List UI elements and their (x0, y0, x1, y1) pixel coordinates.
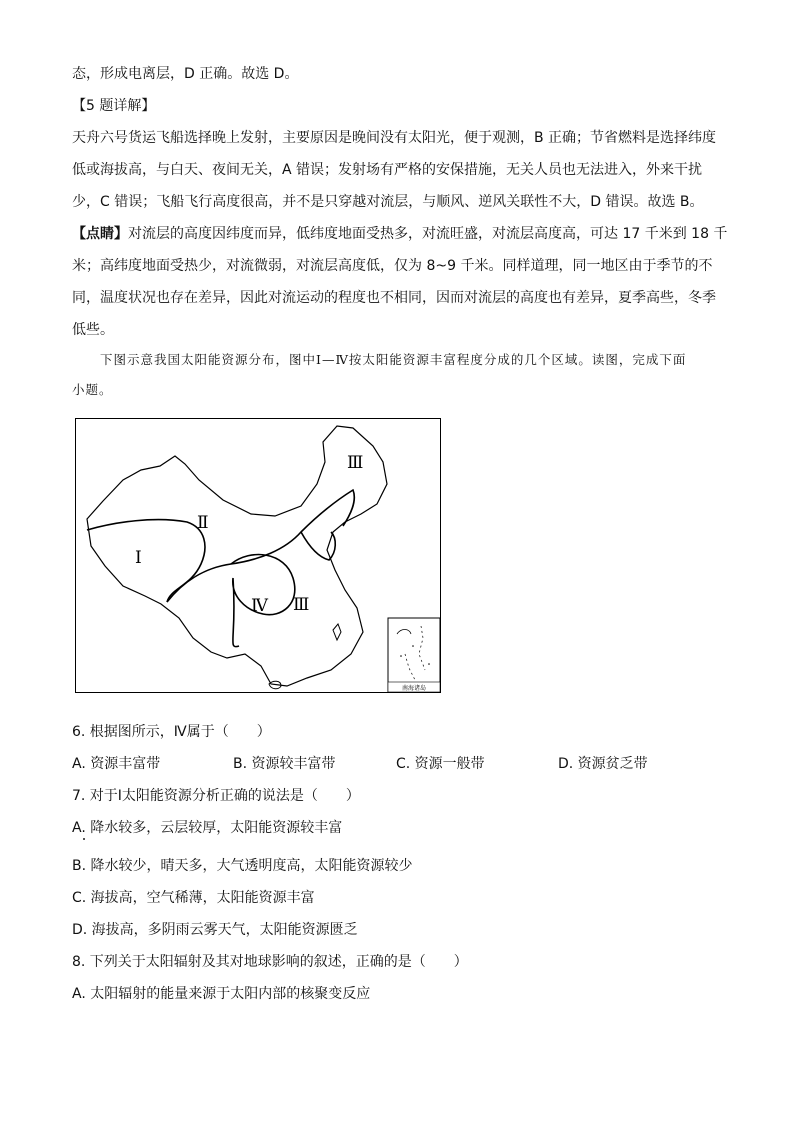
text-line (72, 224, 727, 244)
region-label-III-s: Ⅲ (293, 595, 310, 615)
text-line: 低些。 (72, 322, 114, 338)
dianjing-label: 【点睛】 (72, 226, 128, 242)
intro-text: 小题。 (72, 382, 113, 397)
region-label-II: Ⅱ (197, 513, 209, 533)
q6-option-d[interactable]: D. 资源贫乏带 (558, 756, 648, 772)
section-heading: 【5 题详解】 (72, 98, 156, 114)
text-line: 低或海拔高，与白天、夜间无关，A 错误；发射场有严格的安保措施，无关人员也无法进入，外来干扰 (72, 162, 703, 178)
question-6-stem: 6. 根据图所示，Ⅳ属于（ ） (72, 724, 271, 740)
q6-option-a[interactable]: A. 资源丰富带 (72, 756, 161, 772)
inset-caption: 南海诸岛 (401, 685, 427, 692)
q7-option-c[interactable]: C. 海拔高，空气稀薄，太阳能资源丰富 (72, 890, 315, 906)
text-line: 天舟六号货运飞船选择晚上发射，主要原因是晚间没有太阳光，便于观测，B 正确；节省燃料是选择纬度 (72, 130, 717, 146)
question-7-stem: 7. 对于Ⅰ太阳能资源分析正确的说法是（ ） (72, 788, 360, 804)
text-line: 态，形成电离层，D 正确。故选 D。 (72, 66, 299, 82)
q8-option-a[interactable]: A. 太阳辐射的能量来源于太阳内部的核聚变反应 (72, 986, 371, 1002)
china-solar-map (75, 418, 441, 693)
region-label-III-ne: Ⅲ (347, 453, 364, 473)
text-line: 少，C 错误；飞船飞行高度很高，并不是只穿越对流层，与顺风、逆风关联性不大，D 错误。故选 B。 (72, 194, 704, 210)
text-line: 同，温度状况也存在差异，因此对流运动的程度也不相同，因而对流层的高度也有差异，夏季高些，冬季 (72, 290, 716, 306)
q7-option-b[interactable]: B. 降水较少，晴天多，大气透明度高，太阳能资源较少 (72, 858, 413, 874)
q7-option-d[interactable]: D. 海拔高，多阴雨云雾天气，太阳能资源匮乏 (72, 922, 358, 938)
region-label-IV: Ⅳ (251, 596, 268, 616)
q6-option-b[interactable]: B. 资源较丰富带 (233, 756, 336, 772)
question-8-stem: 8. 下列关于太阳辐射及其对地球影响的叙述，正确的是（ ） (72, 954, 468, 970)
south-china-sea-inset (388, 618, 440, 692)
q6-option-c[interactable]: C. 资源一般带 (396, 756, 485, 772)
region-label-I: Ⅰ (135, 548, 142, 568)
intro-text: 下图示意我国太阳能资源分布，图中Ⅰ—Ⅳ按太阳能资源丰富程度分成的几个区域。读图，完成下面 (100, 352, 687, 367)
stray-dot (83, 838, 85, 840)
q7-option-a[interactable]: A. 降水较多，云层较厚，太阳能资源较丰富 (72, 820, 343, 836)
text-line: 米；高纬度地面受热少，对流微弱，对流层高度低，仅为 8~9 千米。同样道理，同一地区由于季节的不 (72, 258, 713, 274)
dianjing-text: 对流层的高度因纬度而异，低纬度地面受热多，对流旺盛，对流层高度高，可达 17 千米到 18 千 (128, 226, 728, 242)
